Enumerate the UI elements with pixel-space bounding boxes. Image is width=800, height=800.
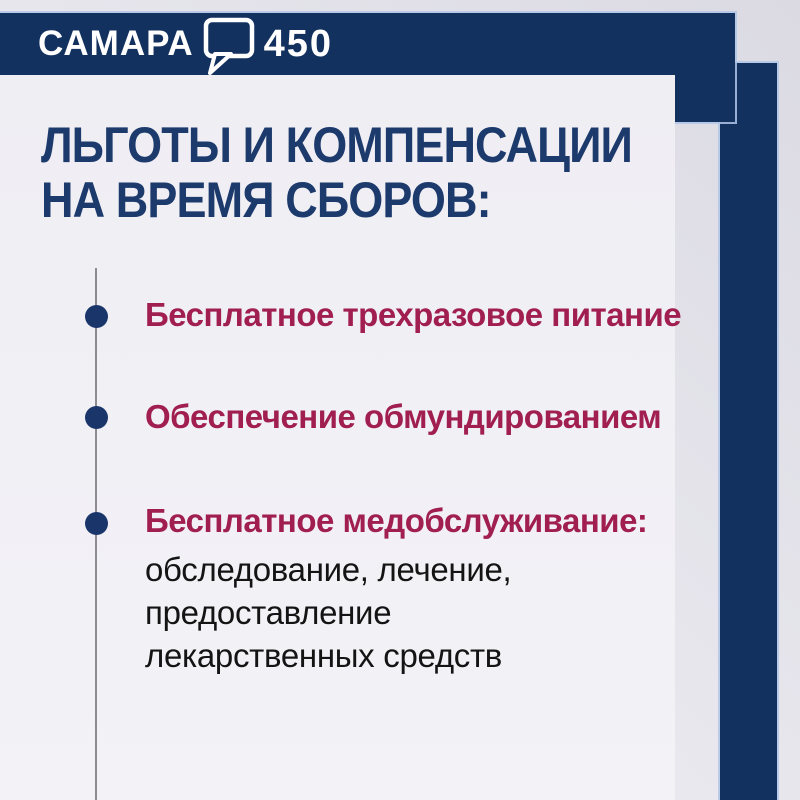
detail-line: лекарственных средств (145, 637, 503, 674)
page-title-line-1: ЛЬГОТЫ И КОМПЕНСАЦИИ (41, 117, 632, 173)
page-title (41, 118, 632, 228)
brand-logo (38, 13, 333, 75)
bullet-dot (85, 305, 108, 328)
list-item (145, 296, 690, 334)
list-item-detail (145, 548, 690, 677)
list-item (145, 502, 690, 677)
brand-name: САМАРА (38, 24, 194, 63)
list-item-label: Обеспечение обмундированием (145, 398, 662, 435)
detail-line: предоставление (145, 594, 392, 631)
list-item-label: Бесплатное трехразовое питание (145, 296, 682, 333)
detail-line: обследование, лечение, (145, 551, 512, 588)
bullet-dot (85, 512, 108, 535)
brand-number: 450 (263, 23, 334, 65)
speech-bubble-icon (203, 17, 255, 75)
list-item (145, 398, 690, 436)
list-item-label: Бесплатное медобслуживание: (145, 502, 648, 539)
bullet-dot (85, 406, 108, 429)
deco-right-column (720, 63, 777, 800)
page-title-line-2: НА ВРЕМЯ СБОРОВ: (41, 172, 491, 228)
